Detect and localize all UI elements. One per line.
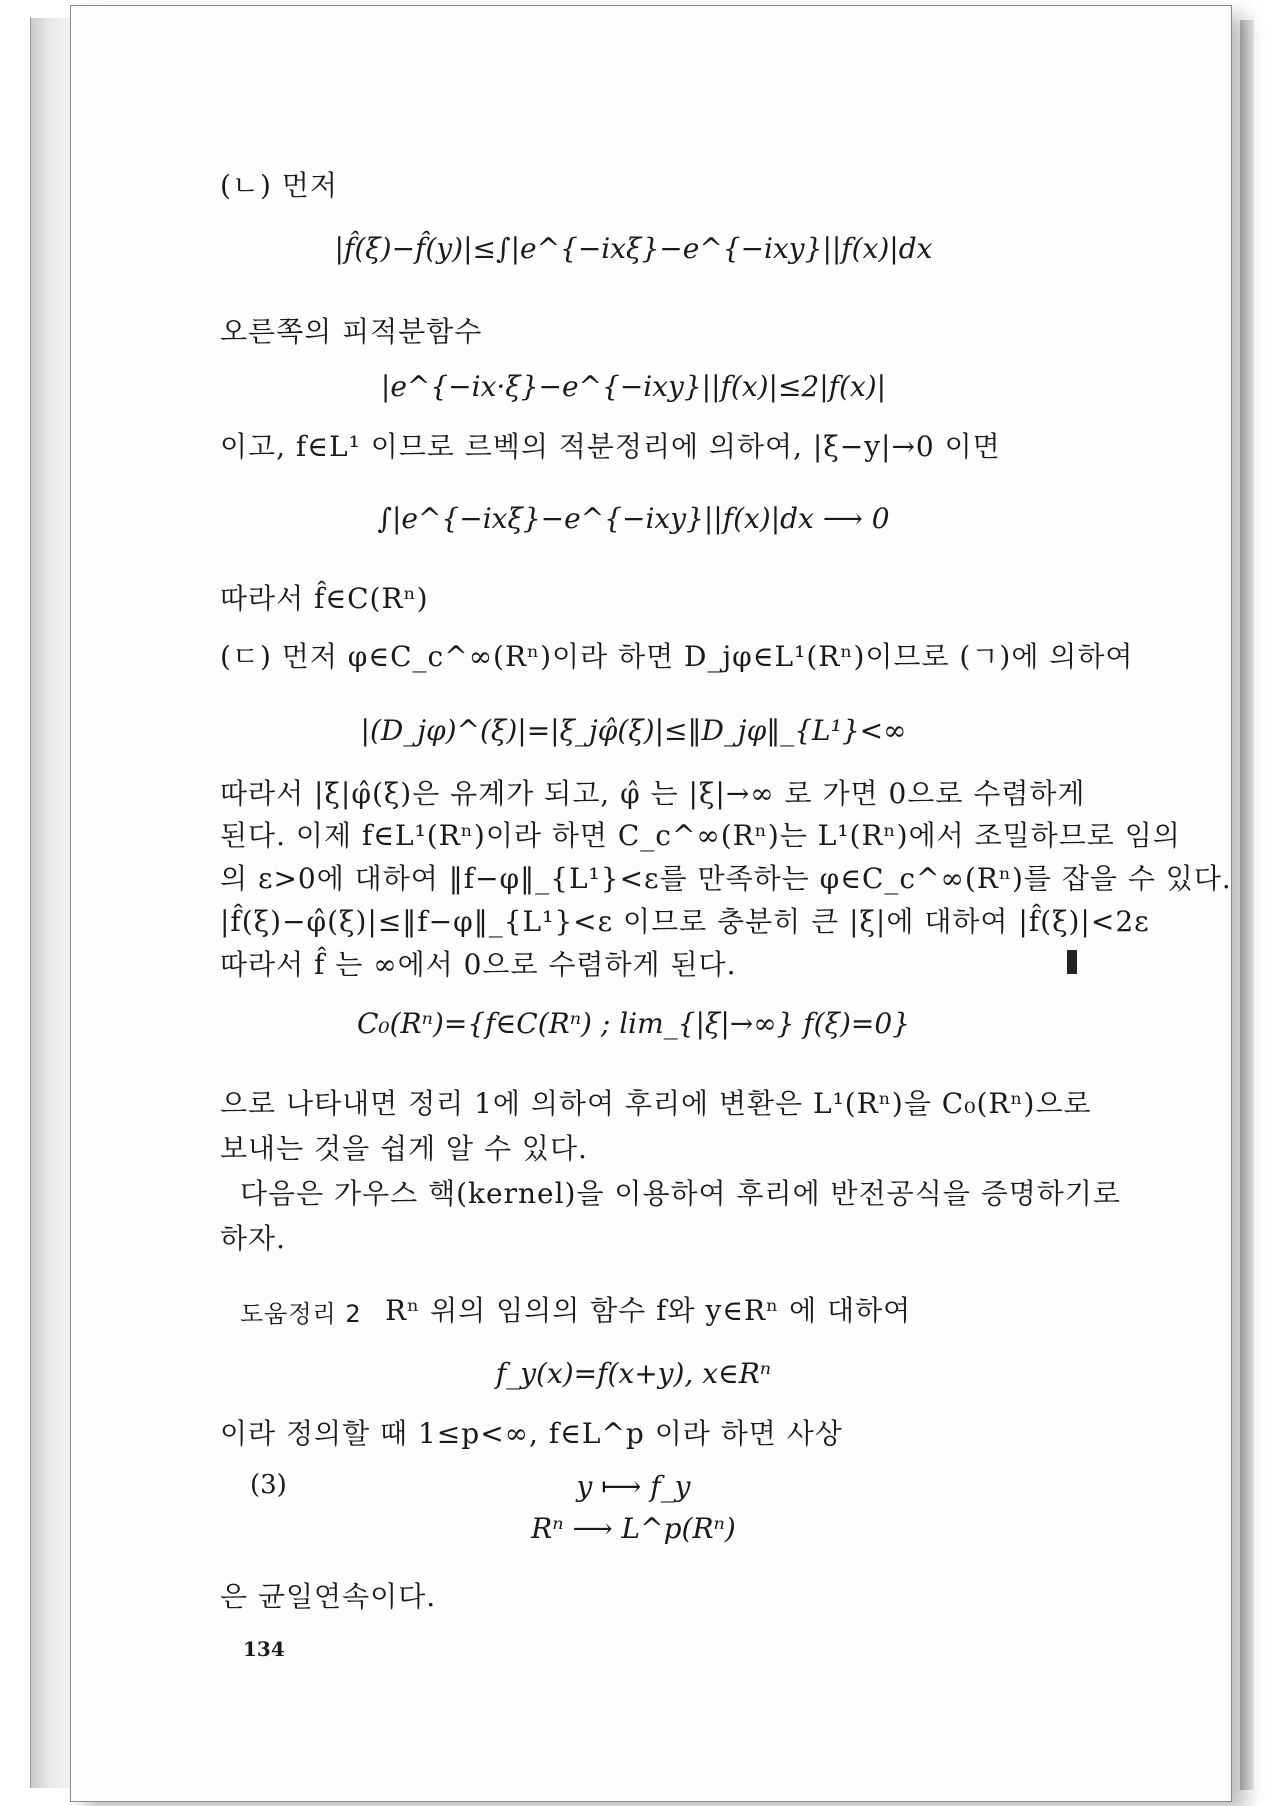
lemma-label: 도움정리 2 xyxy=(240,1300,362,1328)
text-line: |f̂(ξ)−φ̂(ξ)|≤‖f−φ‖_{L¹}<ε 이므로 충분히 큰 |ξ|에 대하여 |f̂(ξ)|<2ε xyxy=(220,905,1150,938)
end-of-proof-mark xyxy=(1067,950,1077,974)
text-line: Rⁿ 위의 임의의 함수 f와 y∈Rⁿ 에 대하여 xyxy=(385,1294,912,1327)
text-line: 된다. 이제 f∈L¹(Rⁿ)이라 하면 C_c^∞(Rⁿ)는 L¹(Rⁿ)에서 조밀하므로 임의 xyxy=(220,819,1181,852)
text-line: (ㄷ) 먼저 φ∈C_c^∞(Rⁿ)이라 하면 D_jφ∈L¹(Rⁿ)이므로 (ㄱ)에 의하여 xyxy=(220,640,1134,673)
page-number: 134 xyxy=(243,1637,285,1661)
text-line: 이라 정의할 때 1≤p<∞, f∈L^p 이라 하면 사상 xyxy=(220,1417,843,1450)
equation: |f̂(ξ)−f̂(y)|≤∫|e^{−ixξ}−e^{−ixy}||f(x)|dx xyxy=(334,232,933,265)
equation: ∫|e^{−ixξ}−e^{−ixy}||f(x)|dx ⟶ 0 xyxy=(377,502,890,535)
text-line: 보내는 것을 쉽게 알 수 있다. xyxy=(220,1132,588,1165)
text-line: 이고, f∈L¹ 이므로 르벡의 적분정리에 의하여, |ξ−y|→0 이면 xyxy=(220,430,1001,463)
text-line: 오른쪽의 피적분함수 xyxy=(220,315,483,348)
text-line: 은 균일연속이다. xyxy=(220,1580,437,1613)
equation: y ⟼ f_y xyxy=(576,1470,691,1503)
text-line: 따라서 f̂ 는 ∞에서 0으로 수렴하게 된다. xyxy=(220,948,737,981)
equation: |e^{−ix·ξ}−e^{−ixy}||f(x)|≤2|f(x)| xyxy=(380,370,887,403)
text-line: 하자. xyxy=(220,1222,286,1255)
text-line: 다음은 가우스 핵(kernel)을 이용하여 후리에 반전공식을 증명하기로 xyxy=(240,1177,1121,1210)
text-line: 으로 나타내면 정리 1에 의하여 후리에 변환은 L¹(Rⁿ)을 C₀(Rⁿ)으로 xyxy=(220,1087,1092,1120)
equation: Rⁿ ⟶ L^p(Rⁿ) xyxy=(531,1512,736,1545)
text-line: 의 ε>0에 대하여 ‖f−φ‖_{L¹}<ε를 만족하는 φ∈C_c^∞(Rⁿ)를 잡을 수 있다. xyxy=(220,862,1232,895)
equation: f_y(x)=f(x+y), x∈Rⁿ xyxy=(495,1357,772,1390)
equation-number: (3) xyxy=(250,1470,287,1500)
text-line: (ㄴ) 먼저 xyxy=(220,169,338,202)
equation: C₀(Rⁿ)={f∈C(Rⁿ) ; lim_{|ξ|→∞} f(ξ)=0} xyxy=(356,1007,910,1040)
text-line: 따라서 |ξ|φ̂(ξ)은 유계가 되고, φ̂ 는 |ξ|→∞ 로 가면 0으로 수렴하게 xyxy=(220,777,1086,810)
equation: |(D_jφ)^(ξ)|=|ξ_jφ̂(ξ)|≤‖D_jφ‖_{L¹}<∞ xyxy=(360,714,907,747)
text-line: 따라서 f̂∈C(Rⁿ) xyxy=(220,582,429,615)
